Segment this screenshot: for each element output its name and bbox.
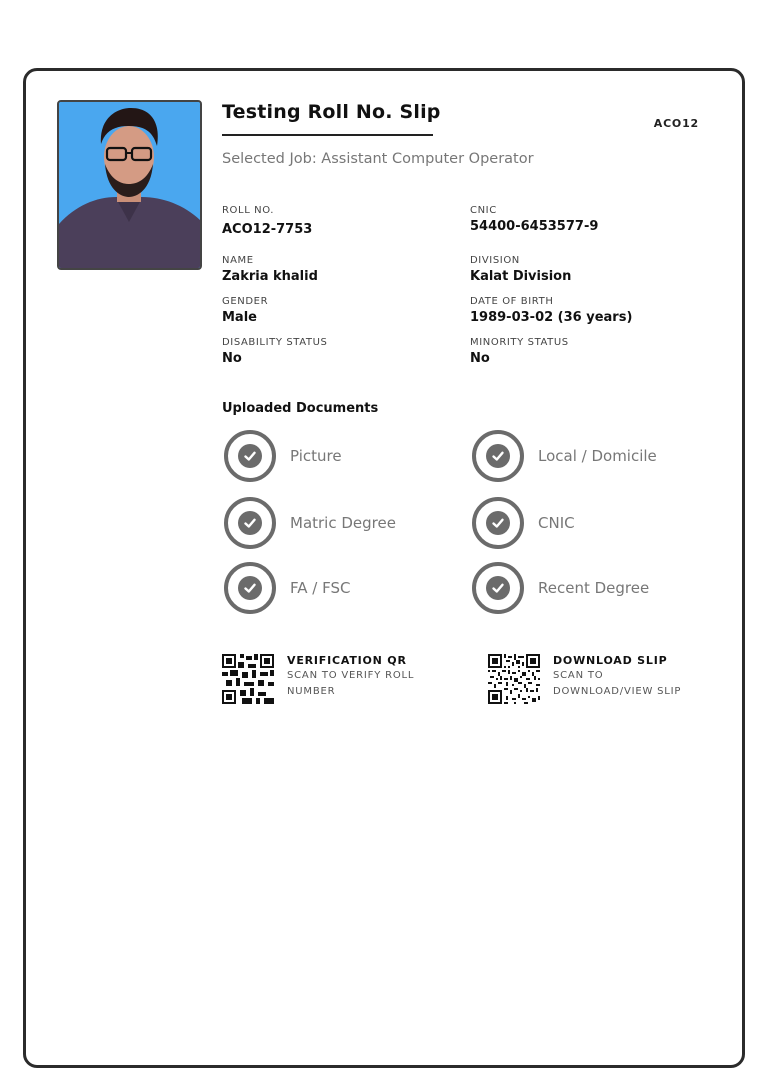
qr-subtitle: SCAN TO VERIFY ROLL NUMBER	[287, 670, 415, 697]
field-label: GENDER	[222, 296, 269, 307]
document-item-matric-degree	[224, 497, 396, 549]
download-slip-qr[interactable]	[488, 654, 703, 704]
check-circle-icon	[224, 497, 276, 549]
candidate-photo	[57, 100, 202, 270]
field-cnic	[470, 205, 598, 234]
field-minority-status	[470, 337, 569, 366]
document-label: CNIC	[538, 514, 575, 532]
field-value: No	[222, 351, 242, 366]
field-value: ACO12-7753	[222, 222, 313, 237]
field-value: Zakria khalid	[222, 269, 318, 284]
field-label: DATE OF BIRTH	[470, 296, 554, 307]
document-label: Recent Degree	[538, 579, 650, 597]
check-circle-icon	[472, 562, 524, 614]
field-label: DISABILITY STATUS	[222, 337, 328, 348]
selected-job: Selected Job: Assistant Computer Operator	[222, 151, 534, 167]
document-item-picture	[224, 430, 342, 482]
field-label: CNIC	[470, 205, 497, 216]
uploaded-documents-heading: Uploaded Documents	[222, 401, 379, 416]
title-underline	[222, 134, 433, 136]
check-circle-icon	[224, 430, 276, 482]
field-label: ROLL NO.	[222, 205, 275, 216]
document-item-cnic	[472, 497, 575, 549]
field-division	[470, 255, 571, 284]
field-value: Male	[222, 310, 257, 325]
check-circle-icon	[224, 562, 276, 614]
document-label: Matric Degree	[290, 514, 396, 532]
field-value: 1989-03-02 (36 years)	[470, 310, 633, 325]
document-label: FA / FSC	[290, 579, 351, 597]
field-label: MINORITY STATUS	[470, 337, 569, 348]
document-item-fa-fsc	[224, 562, 350, 614]
field-value: 54400-6453577-9	[470, 219, 599, 234]
field-label: NAME	[222, 255, 254, 266]
job-code: ACO12	[653, 117, 699, 130]
qr-code-icon	[222, 654, 274, 704]
document-item-local-domicile	[472, 430, 657, 482]
document-label: Picture	[290, 447, 342, 465]
check-circle-icon	[472, 497, 524, 549]
document-item-recent-degree	[472, 562, 649, 614]
field-date-of-birth	[470, 296, 632, 325]
field-value: No	[470, 351, 490, 366]
slip-title: Testing Roll No. Slip	[222, 101, 441, 123]
field-disability-status	[222, 337, 327, 366]
field-gender	[222, 296, 268, 325]
qr-title: DOWNLOAD SLIP	[553, 654, 668, 667]
document-label: Local / Domicile	[538, 447, 657, 465]
field-roll-no	[222, 205, 312, 237]
qr-code-icon	[488, 654, 540, 704]
qr-subtitle: SCAN TO DOWNLOAD/VIEW SLIP	[553, 670, 682, 697]
field-name	[222, 255, 318, 284]
field-value: Kalat Division	[470, 269, 572, 284]
verification-qr[interactable]	[222, 654, 437, 704]
field-label: DIVISION	[470, 255, 520, 266]
qr-title: VERIFICATION QR	[287, 654, 407, 667]
check-circle-icon	[472, 430, 524, 482]
